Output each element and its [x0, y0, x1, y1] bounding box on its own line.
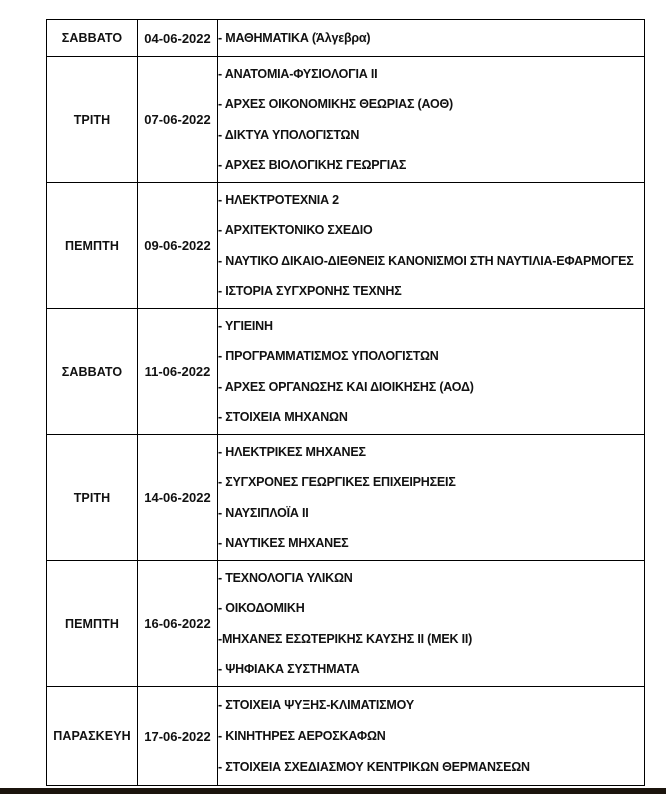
- subjects-cell: [218, 687, 645, 786]
- date-cell: 17-06-2022: [138, 687, 218, 786]
- subject-line: - ΑΡΧΕΣ ΟΙΚΟΝΟΜΙΚΗΣ ΘΕΩΡΙΑΣ (ΑΟΘ): [218, 97, 453, 112]
- bottom-bar: [0, 788, 666, 794]
- subjects-cell: [218, 20, 645, 57]
- subjects-list: [218, 311, 644, 432]
- subject-line: - ΣΤΟΙΧΕΙΑ ΨΥΞΗΣ-ΚΛΙΜΑΤΙΣΜΟΥ: [218, 697, 414, 712]
- day-cell: ΣΑΒΒΑΤΟ: [47, 309, 138, 435]
- subjects-list: [218, 437, 644, 558]
- day-cell: ΠΕΜΠΤΗ: [47, 183, 138, 309]
- date-cell: 11-06-2022: [138, 309, 218, 435]
- subject-line: - ΑΡΧΕΣ ΟΡΓΑΝΩΣΗΣ ΚΑΙ ΔΙΟΙΚΗΣΗΣ (ΑΟΔ): [218, 379, 474, 394]
- subject-line: - ΚΙΝΗΤΗΡΕΣ ΑΕΡΟΣΚΑΦΩΝ: [218, 728, 386, 743]
- day-cell: ΤΡΙΤΗ: [47, 57, 138, 183]
- subjects-list: [218, 563, 644, 684]
- subjects-cell: [218, 435, 645, 561]
- table-row: [47, 435, 645, 561]
- subject-line: - ΣΥΓΧΡΟΝΕΣ ΓΕΩΡΓΙΚΕΣ ΕΠΙΧΕΙΡΗΣΕΙΣ: [218, 475, 456, 490]
- table-row: [47, 20, 645, 57]
- date-cell: 07-06-2022: [138, 57, 218, 183]
- subjects-list: [218, 689, 644, 783]
- day-cell: ΠΕΜΠΤΗ: [47, 561, 138, 687]
- table-row: [47, 687, 645, 786]
- day-cell: ΠΑΡΑΣΚΕΥΗ: [47, 687, 138, 786]
- subject-line: - ΣΤΟΙΧΕΙΑ ΜΗΧΑΝΩΝ: [218, 409, 348, 424]
- date-cell: 14-06-2022: [138, 435, 218, 561]
- subject-line: - ΜΑΘΗΜΑΤΙΚΑ (Άλγεβρα): [218, 31, 371, 45]
- subjects-cell: [218, 57, 645, 183]
- table-body: [47, 20, 645, 786]
- table-row: [47, 57, 645, 183]
- subjects-cell: [218, 309, 645, 435]
- subject-line: - ΗΛΕΚΤΡΙΚΕΣ ΜΗΧΑΝΕΣ: [218, 445, 366, 460]
- subjects-cell: [218, 561, 645, 687]
- subject-line: - ΥΓΙΕΙΝΗ: [218, 319, 273, 334]
- date-cell: 04-06-2022: [138, 20, 218, 57]
- subject-line: - ΝΑΥΤΙΚΟ ΔΙΚΑΙΟ-ΔΙΕΘΝΕΙΣ ΚΑΝΟΝΙΣΜΟΙ ΣΤΗ ΝΑΥΤΙΛΙΑ-ΕΦΑΡΜΟΓΕΣ: [218, 253, 634, 268]
- subject-line: - ΤΕΧΝΟΛΟΓΙΑ ΥΛΙΚΩΝ: [218, 571, 353, 586]
- subject-line: - ΣΤΟΙΧΕΙΑ ΣΧΕΔΙΑΣΜΟΥ ΚΕΝΤΡΙΚΩΝ ΘΕΡΜΑΝΣΕΩΝ: [218, 760, 530, 775]
- subject-line: - ΨΗΦΙΑΚΑ ΣΥΣΤΗΜΑΤΑ: [218, 661, 360, 676]
- subject-line: - ΝΑΥΤΙΚΕΣ ΜΗΧΑΝΕΣ: [218, 535, 349, 550]
- subjects-list: [218, 22, 644, 55]
- table-row: [47, 183, 645, 309]
- subjects-list: [218, 59, 644, 180]
- subjects-list: [218, 185, 644, 306]
- subject-line: - ΔΙΚΤΥΑ ΥΠΟΛΟΓΙΣΤΩΝ: [218, 127, 360, 142]
- subject-line: - ΗΛΕΚΤΡΟΤΕΧΝΙΑ 2: [218, 193, 339, 208]
- subjects-cell: [218, 183, 645, 309]
- subject-line: - ΠΡΟΓΡΑΜΜΑΤΙΣΜΟΣ ΥΠΟΛΟΓΙΣΤΩΝ: [218, 349, 439, 364]
- table-row: [47, 561, 645, 687]
- subject-line: - ΑΝΑΤΟΜΙΑ-ΦΥΣΙΟΛΟΓΙΑ ΙΙ: [218, 67, 378, 82]
- subject-line: - ΝΑΥΣΙΠΛΟΪΑ ΙΙ: [218, 505, 309, 520]
- table-row: [47, 309, 645, 435]
- day-cell: ΣΑΒΒΑΤΟ: [47, 20, 138, 57]
- subject-line: - ΟΙΚΟΔΟΜΙΚΗ: [218, 601, 305, 616]
- exam-schedule-table: [46, 19, 645, 786]
- subject-line: -ΜΗΧΑΝΕΣ ΕΣΩΤΕΡΙΚΗΣ ΚΑΥΣΗΣ ΙΙ (ΜΕΚ ΙΙ): [218, 631, 473, 646]
- date-cell: 16-06-2022: [138, 561, 218, 687]
- subject-line: - ΑΡΧΙΤΕΚΤΟΝΙΚΟ ΣΧΕΔΙΟ: [218, 223, 373, 238]
- subject-line: - ΙΣΤΟΡΙΑ ΣΥΓΧΡΟΝΗΣ ΤΕΧΝΗΣ: [218, 283, 402, 298]
- date-cell: 09-06-2022: [138, 183, 218, 309]
- day-cell: ΤΡΙΤΗ: [47, 435, 138, 561]
- subject-line: - ΑΡΧΕΣ ΒΙΟΛΟΓΙΚΗΣ ΓΕΩΡΓΙΑΣ: [218, 157, 407, 172]
